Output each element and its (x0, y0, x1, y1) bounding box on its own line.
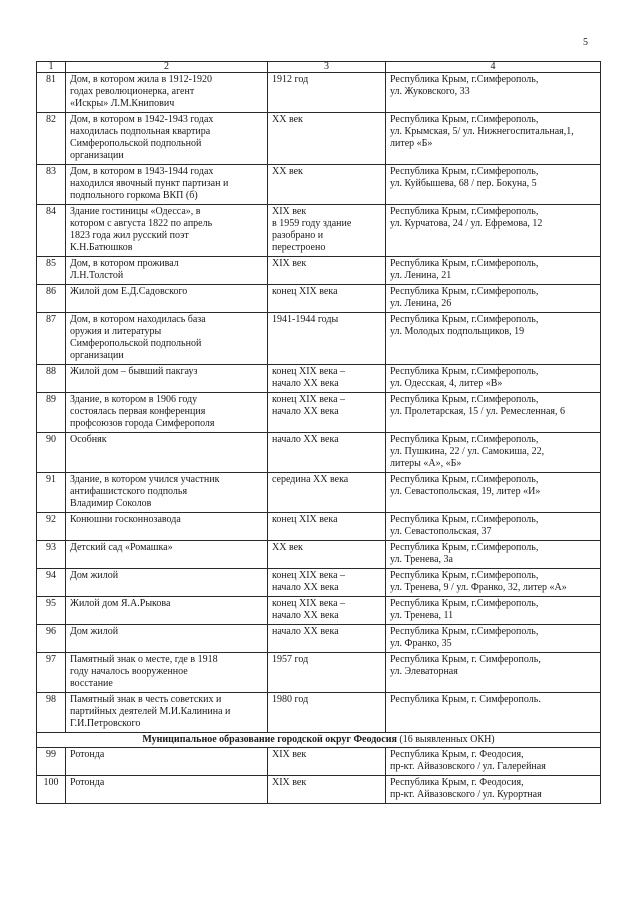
row-number-cell: 95 (37, 597, 66, 625)
page-number: 5 (583, 37, 588, 48)
object-name-line: Памятный знак о месте, где в 1918 (70, 654, 218, 665)
row-number-cell: 98 (37, 693, 66, 733)
object-name-line: Симферопольской подпольной (70, 338, 202, 349)
address-line: ул. Жуковского, 33 (390, 86, 470, 97)
table-row (37, 113, 601, 165)
object-name-line: Здание, в котором в 1906 году (70, 394, 198, 405)
table-row (37, 748, 601, 776)
row-number-cell: 83 (37, 165, 66, 205)
address-line: ул. Пушкина, 22 / ул. Самокиша, 22, (390, 446, 545, 457)
object-name-line: Дом, в котором жила в 1912-1920 (70, 74, 213, 85)
dating-line: 1912 год (272, 74, 309, 85)
row-number-cell: 85 (37, 257, 66, 285)
object-name-cell (66, 313, 268, 365)
dating-line: 1941-1944 годы (272, 314, 339, 325)
address-line: Республика Крым, г.Симферополь, (390, 366, 539, 377)
dating-cell (268, 776, 386, 804)
dating-cell (268, 748, 386, 776)
header-cell-2: 2 (66, 62, 268, 73)
dating-cell (268, 433, 386, 473)
object-name-line: Здание, в котором учился участник (70, 474, 220, 485)
object-name-line: Дом, в котором находилась база (70, 314, 206, 325)
address-cell (386, 776, 601, 804)
dating-line: конец XIX века (272, 514, 338, 525)
object-name-line: Детский сад «Ромашка» (70, 542, 173, 553)
object-name-cell (66, 113, 268, 165)
address-cell (386, 257, 601, 285)
dating-cell (268, 113, 386, 165)
address-line: литеры «А», «Б» (390, 458, 462, 469)
address-line: Республика Крым, г. Феодосия, (390, 749, 524, 760)
object-name-line: Дом, в котором в 1943-1944 годах (70, 166, 214, 177)
row-number-cell: 96 (37, 625, 66, 653)
object-name-line: 1823 года жил русский поэт (70, 230, 189, 241)
section-row (37, 733, 601, 748)
dating-line: XX век (272, 166, 303, 177)
object-name-cell (66, 541, 268, 569)
object-name-cell (66, 165, 268, 205)
object-name-line: восстание (70, 678, 113, 689)
row-number-cell: 84 (37, 205, 66, 257)
dating-cell (268, 541, 386, 569)
dating-line: XIX век (272, 206, 307, 217)
object-name-cell (66, 205, 268, 257)
table-row (37, 257, 601, 285)
table-row (37, 597, 601, 625)
row-number-cell: 97 (37, 653, 66, 693)
object-name-line: Памятный знак в честь советских и (70, 694, 222, 705)
table-row (37, 513, 601, 541)
dating-cell (268, 473, 386, 513)
address-line: ул. Пролетарская, 15 / ул. Ремесленная, 6 (390, 406, 566, 417)
address-line: Республика Крым, г.Симферополь, (390, 598, 539, 609)
object-name-cell (66, 365, 268, 393)
address-line: пр-кт. Айвазовского / ул. Курортная (390, 789, 542, 800)
header-cell-1: 1 (37, 62, 66, 73)
object-name-line: Ротонда (70, 749, 105, 760)
address-line: ул. Тренева, 9 / ул. Франко, 32, литер «А» (390, 582, 567, 593)
object-name-cell (66, 597, 268, 625)
object-name-line: Конюшни госконнозавода (70, 514, 181, 525)
row-number-cell: 81 (37, 73, 66, 113)
dating-cell (268, 569, 386, 597)
table-row (37, 625, 601, 653)
address-cell (386, 73, 601, 113)
object-name-line: антифашистского подполья (70, 486, 188, 497)
dating-cell (268, 597, 386, 625)
row-number-cell: 100 (37, 776, 66, 804)
dating-cell (268, 205, 386, 257)
row-number-cell: 88 (37, 365, 66, 393)
dating-cell (268, 73, 386, 113)
address-line: ул. Франко, 35 (390, 638, 452, 649)
address-line: Республика Крым, г.Симферополь, (390, 258, 539, 269)
object-name-line: Дом жилой (70, 570, 119, 581)
object-name-cell (66, 513, 268, 541)
row-number-cell: 93 (37, 541, 66, 569)
address-line: ул. Тренева, 11 (390, 610, 454, 621)
address-line: ул. Курчатова, 24 / ул. Ефремова, 12 (390, 218, 543, 229)
table-body (37, 62, 601, 804)
dating-cell (268, 693, 386, 733)
address-cell (386, 625, 601, 653)
dating-cell (268, 393, 386, 433)
object-name-line: Л.Н.Толстой (70, 270, 124, 281)
dating-line: середина XX века (272, 474, 349, 485)
address-line: Республика Крым, г.Симферополь, (390, 434, 539, 445)
object-name-line: состоялась первая конференция (70, 406, 206, 417)
address-cell (386, 113, 601, 165)
address-cell (386, 569, 601, 597)
address-line: Республика Крым, г.Симферополь, (390, 394, 539, 405)
object-name-cell (66, 285, 268, 313)
table-row (37, 693, 601, 733)
dating-line: начало XX века (272, 582, 339, 593)
dating-cell (268, 653, 386, 693)
object-name-line: находилась подпольная квартира (70, 126, 211, 137)
dating-line: в 1959 году здание (272, 218, 352, 229)
dating-line: начало XX века (272, 406, 339, 417)
object-name-cell (66, 393, 268, 433)
object-name-line: котором с августа 1822 по апрель (70, 218, 213, 229)
dating-line: 1980 год (272, 694, 309, 705)
table-row (37, 653, 601, 693)
monuments-table (36, 61, 601, 804)
header-cell-4: 4 (386, 62, 601, 73)
address-line: Республика Крым, г. Симферополь. (390, 694, 541, 705)
dating-line: XIX век (272, 777, 307, 788)
row-number-cell: 94 (37, 569, 66, 597)
table-row (37, 569, 601, 597)
address-line: Республика Крым, г.Симферополь, (390, 542, 539, 553)
address-line: ул. Ленина, 26 (390, 298, 452, 309)
address-line: Республика Крым, г.Симферополь, (390, 166, 539, 177)
header-row (37, 62, 601, 73)
object-name-line: Здание гостиницы «Одесса», в (70, 206, 201, 217)
object-name-line: Владимир Соколов (70, 498, 152, 509)
dating-cell (268, 285, 386, 313)
dating-line: 1957 год (272, 654, 309, 665)
table-row (37, 205, 601, 257)
object-name-line: Дом жилой (70, 626, 119, 637)
dating-line: XIX век (272, 258, 307, 269)
dating-line: XX век (272, 542, 303, 553)
object-name-line: годах революционерка, агент (70, 86, 195, 97)
table-row (37, 73, 601, 113)
address-line: пр-кт. Айвазовского / ул. Галерейная (390, 761, 546, 772)
dating-line: разобрано и (272, 230, 324, 241)
address-line: ул. Крымская, 5/ ул. Нижнегоспитальная,1, (390, 126, 574, 137)
address-line: Республика Крым, г. Феодосия, (390, 777, 524, 788)
address-cell (386, 205, 601, 257)
row-number-cell: 86 (37, 285, 66, 313)
object-name-cell (66, 569, 268, 597)
object-name-line: находился явочный пункт партизан и (70, 178, 229, 189)
object-name-line: оружия и литературы (70, 326, 162, 337)
address-cell (386, 165, 601, 205)
dating-cell (268, 513, 386, 541)
object-name-line: году началось вооруженное (70, 666, 188, 677)
row-number-cell: 92 (37, 513, 66, 541)
table-row (37, 285, 601, 313)
object-name-cell (66, 433, 268, 473)
address-line: ул. Элеваторная (390, 666, 458, 677)
object-name-line: Особняк (70, 434, 107, 445)
object-name-line: Дом, в котором проживал (70, 258, 179, 269)
object-name-line: Симферопольской подпольной (70, 138, 202, 149)
object-name-line: профсоюзов города Симферополя (70, 418, 215, 429)
dating-line: XIX век (272, 749, 307, 760)
address-line: ул. Куйбышева, 68 / пер. Бокуна, 5 (390, 178, 537, 189)
address-line: ул. Тренева, 3а (390, 554, 453, 565)
row-number-cell: 99 (37, 748, 66, 776)
dating-line: начало XX века (272, 434, 339, 445)
address-line: Республика Крым, г.Симферополь, (390, 314, 539, 325)
row-number-cell: 90 (37, 433, 66, 473)
dating-line: начало XX века (272, 610, 339, 621)
dating-cell (268, 365, 386, 393)
dating-line: конец XIX века – (272, 366, 346, 377)
dating-line: конец XIX века – (272, 570, 346, 581)
dating-cell (268, 625, 386, 653)
address-line: Республика Крым, г. Симферополь, (390, 654, 541, 665)
dating-line: начало XX века (272, 626, 339, 637)
dating-line: начало XX века (272, 378, 339, 389)
address-line: Республика Крым, г.Симферополь, (390, 286, 539, 297)
address-cell (386, 433, 601, 473)
address-line: ул. Одесская, 4, литер «В» (390, 378, 503, 389)
address-line: ул. Молодых подпольщиков, 19 (390, 326, 525, 337)
address-line: Республика Крым, г.Симферополь, (390, 514, 539, 525)
address-line: Республика Крым, г.Симферополь, (390, 626, 539, 637)
address-cell (386, 541, 601, 569)
table-row (37, 393, 601, 433)
dating-line: конец XIX века (272, 286, 338, 297)
object-name-cell (66, 653, 268, 693)
object-name-cell (66, 693, 268, 733)
address-line: ул. Севастопольская, 19, литер «И» (390, 486, 541, 497)
object-name-line: К.Н.Батюшков (70, 242, 133, 253)
address-cell (386, 313, 601, 365)
dating-line: XX век (272, 114, 303, 125)
table-row (37, 313, 601, 365)
address-cell (386, 393, 601, 433)
object-name-cell (66, 776, 268, 804)
address-cell (386, 473, 601, 513)
object-name-line: Дом, в котором в 1942-1943 годах (70, 114, 214, 125)
dating-cell (268, 257, 386, 285)
address-line: ул. Ленина, 21 (390, 270, 452, 281)
object-name-cell (66, 625, 268, 653)
address-line: литер «Б» (390, 138, 433, 149)
table-row (37, 541, 601, 569)
object-name-line: Жилой дом Е.Д.Садовского (70, 286, 188, 297)
dating-line: перестроено (272, 242, 326, 253)
address-line: Республика Крым, г.Симферополь, (390, 114, 539, 125)
dating-line: конец XIX века – (272, 394, 346, 405)
address-line: Республика Крым, г.Симферополь, (390, 74, 539, 85)
address-cell (386, 693, 601, 733)
table-row (37, 165, 601, 205)
address-cell (386, 748, 601, 776)
table-row (37, 365, 601, 393)
object-name-line: подпольного горкома ВКП (б) (70, 190, 198, 201)
object-name-line: организации (70, 350, 124, 361)
object-name-line: Жилой дом – бывший пакгауз (70, 366, 198, 377)
section-count: (16 выявленных ОКН) (399, 734, 495, 745)
address-cell (386, 285, 601, 313)
address-line: Республика Крым, г.Симферополь, (390, 570, 539, 581)
object-name-line: партийных деятелей М.И.Калинина и (70, 706, 231, 717)
address-line: Республика Крым, г.Симферополь, (390, 474, 539, 485)
row-number-cell: 87 (37, 313, 66, 365)
table-row (37, 433, 601, 473)
address-cell (386, 513, 601, 541)
address-line: Республика Крым, г.Симферополь, (390, 206, 539, 217)
address-line: ул. Севастопольская, 37 (390, 526, 492, 537)
header-cell-3: 3 (268, 62, 386, 73)
dating-cell (268, 165, 386, 205)
object-name-cell (66, 73, 268, 113)
section-heading (37, 733, 601, 748)
table-row (37, 473, 601, 513)
object-name-line: Г.И.Петровского (70, 718, 141, 729)
address-cell (386, 597, 601, 625)
row-number-cell: 91 (37, 473, 66, 513)
object-name-cell (66, 257, 268, 285)
table-row (37, 776, 601, 804)
object-name-line: Ротонда (70, 777, 105, 788)
dating-line: конец XIX века – (272, 598, 346, 609)
section-title: Муниципальное образование городской округ Феодосия (142, 734, 397, 745)
address-cell (386, 365, 601, 393)
object-name-cell (66, 748, 268, 776)
object-name-cell (66, 473, 268, 513)
object-name-line: «Искры» Л.М.Книпович (70, 98, 175, 109)
object-name-line: Жилой дом Я.А.Рыкова (70, 598, 171, 609)
row-number-cell: 82 (37, 113, 66, 165)
dating-cell (268, 313, 386, 365)
address-cell (386, 653, 601, 693)
object-name-line: организации (70, 150, 124, 161)
row-number-cell: 89 (37, 393, 66, 433)
